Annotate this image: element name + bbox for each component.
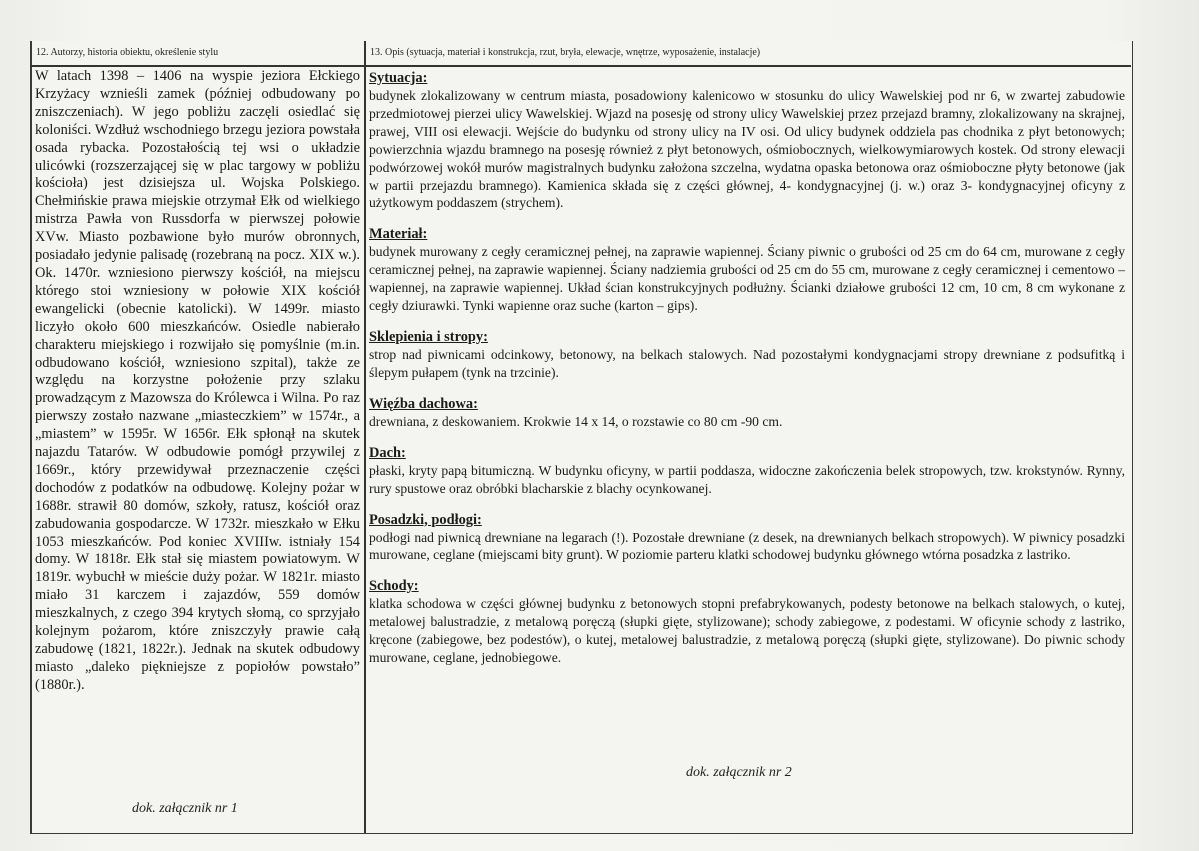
column-divider <box>364 41 366 833</box>
attachment-note-2: dok. załącznik nr 2 <box>686 765 792 780</box>
section-body: drewniana, z deskowaniem. Krokwie 14 x 14, o rozstawie co 80 cm -90 cm. <box>369 413 783 429</box>
section-body: budynek murowany z cegły ceramicznej pełnej, na zaprawie wapiennej. Ściany piwnic o grubości od 25 cm do 64 cm, murowane z cegły ceramicznej pełnej, na zaprawie wapiennej. Ściany nadziemia grubości od 25 cm do 55 cm, murowane z cegły ceramicznej i cementowo – wapiennej, na zaprawie wapiennej. Układ ścian konstrukcyjnych podłużny. Ścianki działowe grubości 12 cm, 10 cm, 8 cm wykonane z cegły dziurawki. Tynki wapienne oraz suche (karton – gips). <box>369 244 1125 314</box>
section-body: strop nad piwnicami odcinkowy, betonowy, na belkach stalowych. Nad pozostałymi kondygnacjami stropy drewniane z podsufitką i ślepym pułapem (tynk na trzcinie). <box>369 346 1125 380</box>
section-13-header: 13. Opis (sytuacja, materiał i konstrukcja, rzut, bryła, elewacje, wnętrze, wyposażenie, instalacje) <box>370 47 761 58</box>
section-body: podłogi nad piwnicą drewniane na legarach (!). Pozostałe drewniane (z desek, na drewnianych belkach stropowych). W piwnicy posadzki murowane, ceglane (miejscami bity grunt). W poziomie parteru klatki schodowej budynku głównego wtórna posadzka z lastriko. <box>369 529 1125 563</box>
section-title: Sklepienia i stropy: <box>369 328 488 345</box>
section-title: Materiał: <box>369 226 428 243</box>
section-situation <box>369 69 1125 212</box>
section-stairs <box>369 577 1125 667</box>
section-floors <box>369 511 1125 565</box>
section-title: Dach: <box>369 444 406 461</box>
section-body: klatka schodowa w części głównej budynku z betonowych stopni prefabrykowanych, podesty betonowe na belkach stalowych, o kutej, metalowej balustradzie, z metalową poręczą (słupki gięte, stylizowane); schody zabiegowe, z podestami. W oficynie schody z lastriko, kręcone (zabiegowe, bez podestów), o kutej, metalowej balustradzie, z metalową poręczą (słupki gięte, stylizowane). Do piwnic schody murowane, ceglane, jednobiegowe. <box>369 596 1125 666</box>
section-roof <box>369 444 1125 498</box>
section-roof-truss <box>369 395 1125 431</box>
header-rule <box>30 65 1131 67</box>
section-vaults-ceilings <box>369 328 1125 382</box>
section-12-header: 12. Autorzy, historia obiektu, określenie stylu <box>36 47 219 58</box>
description-column <box>369 69 1125 680</box>
history-column <box>35 68 360 695</box>
section-title: Więźba dachowa: <box>369 395 478 412</box>
section-title: Schody: <box>369 578 419 595</box>
section-body: płaski, kryty papą bitumiczną. W budynku oficyny, w partii poddasza, widoczne zakończenia belek stropowych, tzw. krokstynów. Rynny, rury spustowe oraz obróbki blacharskie z blachy ocynkowanej. <box>369 462 1125 496</box>
section-material <box>369 225 1125 315</box>
section-title: Posadzki, podłogi: <box>369 511 482 528</box>
attachment-note-1: dok. załącznik nr 1 <box>132 801 238 816</box>
section-title: Sytuacja: <box>369 70 428 86</box>
section-body: budynek zlokalizowany w centrum miasta, posadowiony kalenicowo w stosunku do ulicy Wawelskiej pod nr 6, w zwartej zabudowie przedmiotowej pierzei ulicy Wawelskiej. Wjazd na posesję od strony ulicy Wawelskiej przez przejazd bramny, zlokalizowany na skrajnej, prawej, VIII osi elewacji. Wejście do budynku od strony ulicy na IV osi. Od ulicy budynek oddziela pas chodnika z płyt betonowych; powierzchnia wjazdu bramnego na posesję również z płyt betonowych, ośmiobocznych, wielkowymiarowych kostek. Od strony elewacji podwórzowej wokół murów magistralnych budynku założona szczelna, wydatna opaska betonowa oraz ośmioboczne płyty betonowe (jak w partii przejazdu bramnego). Kamienica składa się z części głównej, 4- kondygnacyjnej (j. w.) oraz 3- kondygnacyjnej oficyny z użytkowym poddaszem (strychem). <box>369 88 1125 211</box>
history-text: W latach 1398 – 1406 na wyspie jeziora Ełckiego Krzyżacy wznieśli zamek (później odbudowany po zniszczeniach). W jego pobliżu zaczęli osiedlać się koloniści. Wzdłuż wschodniego brzegu jeziora powstała osada rybacka. Pozostałością tej wsi o układzie ulicówki (rozszerzającej się w plac targowy w pobliżu kościoła) jest dzisiejsza ul. Wojska Polskiego. Chełmińskie prawa miejskie otrzymał Ełk od wielkiego mistrza Pawła von Russdorfa w pierwszej połowie XVw. Miasto pozbawione było murów obronnych, posiadało jedynie palisadę (rozebraną na pocz. XIX w.). Ok. 1470r. wzniesiono pierwszy kościół, na miejscu którego stoi wzniesiony w połowie XIX kościół ewangelicki (obecnie katolicki). W 1499r. miasto liczyło około 600 mieszkańców. Osiedle nabierało charakteru miejskiego i rozwijało się pomyślnie (m.in. odbudowano kościół, wzniesiono szpital), także ze względu na korzystne położenie przy szlaku prowadzącym z Mazowsza do Królewca i Wilna. Po raz pierwszy zostało nazwane „miasteczkiem” w 1574r., a „miastem” w 1595r. W 1656r. Ełk spłonął na skutek najazdu Tatarów. W odbudowie pomógł przywilej z 1669r., który przewidywał przeznaczenie części dochodów z podatków na odbudowę. Kolejny pożar w 1688r. strawił 80 domów, szkoły, ratusz, kościół oraz zabudowania gospodarcze. W 1732r. mieszkało w Ełku 1053 mieszkańców. Pod koniec XVIIIw. istniały 154 domy. W 1818r. Ełk stał się miastem powiatowym. W 1819r. wybuchł w mieście duży pożar. W 1821r. miasto miało 31 karczem i zajazdów, 559 domów mieszkalnych, z czego 394 krytych słomą, co sprzyjało kolejnym pożarom, które zniszczyły prawie całą zabudowę (1821, 1822r.). Jednak na skutek odbudowy miasto „daleko piękniejsze z popiołów powstało” (1880r.). <box>35 68 360 693</box>
